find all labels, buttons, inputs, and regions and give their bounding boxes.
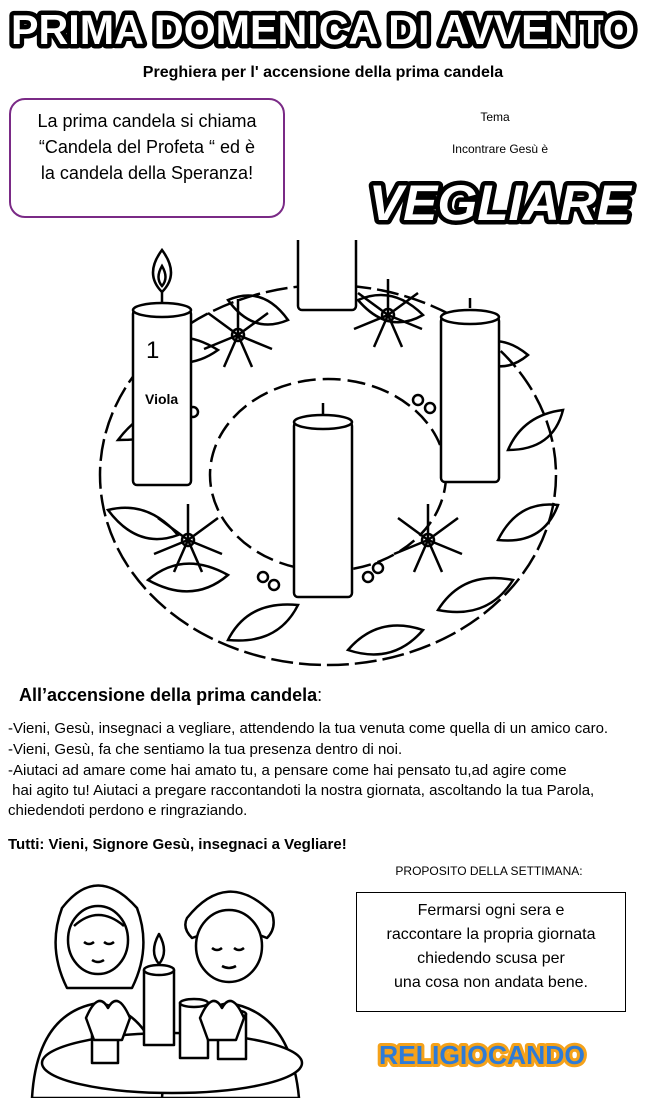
intro-line: la candela della Speranza! <box>40 163 254 183</box>
prayer-heading <box>19 685 322 706</box>
intro-box <box>9 98 285 218</box>
page-title <box>0 0 646 56</box>
candle-right <box>441 298 499 482</box>
prayer-heading-text: All’accensione della prima candela <box>19 685 318 705</box>
intro-text <box>11 108 283 186</box>
logo-text: RELIGIOCANDO <box>379 1040 585 1070</box>
prayer-line: chiedendoti perdono e ringraziando. <box>8 802 248 819</box>
prayer-line: hai agito tu! Aiutaci a pregare raccontandoti la nostra giornata, ascoltando la tua Parola, <box>8 782 595 799</box>
prayer-heading-colon: : <box>317 685 323 705</box>
intro-line: “Candela del Profeta “ ed è <box>38 137 256 157</box>
candle-number: 1 <box>146 337 160 364</box>
intro-line: La prima candela si chiama <box>37 111 257 131</box>
praying-hands-icon <box>200 1001 244 1040</box>
theme-line: Incontrare Gesù è <box>451 142 549 156</box>
prayer-line: -Vieni, Gesù, fa che sentiamo la tua presenza dentro di noi. <box>8 741 403 758</box>
purpose-line: raccontare la propria giornata <box>386 926 596 943</box>
prayer-line: -Aiutaci ad amare come hai amato tu, a pensare come hai pensato tu,ad agire come <box>8 762 567 779</box>
theme-word-text: VEGLIARE <box>369 175 633 231</box>
purpose-line: chiedendo scusa per <box>417 950 565 967</box>
theme-label: Tema <box>480 110 510 124</box>
praying-hands-icon <box>86 1001 130 1040</box>
advent-wreath-illustration <box>88 240 568 680</box>
prayer-line: -Vieni, Gesù, insegnaci a vegliare, attendendo la tua venuta come quella di un amico caro. <box>8 720 609 737</box>
page-subtitle: Preghiera per l' accensione della prima candela <box>142 64 504 81</box>
flame-icon <box>154 934 164 964</box>
purpose-label: PROPOSITO DELLA SETTIMANA: <box>395 864 583 878</box>
purpose-box <box>356 892 626 1012</box>
theme-word <box>360 170 640 232</box>
prayer-refrain: Tutti: Vieni, Signore Gesù, insegnaci a Vegliare! <box>8 836 347 853</box>
religiocando-logo <box>372 1032 592 1076</box>
candle-back <box>298 240 356 310</box>
purpose-text <box>357 899 625 995</box>
praying-children-illustration <box>22 868 312 1098</box>
candle-left-lit <box>133 250 191 485</box>
purpose-line: una cosa non andata bene. <box>394 974 588 991</box>
purpose-line: Fermarsi ogni sera e <box>417 902 565 919</box>
candle-color-label: Viola <box>145 391 179 407</box>
page-title-text: PRIMA DOMENICA DI AVVENTO <box>11 6 635 53</box>
candle-front <box>294 403 352 597</box>
